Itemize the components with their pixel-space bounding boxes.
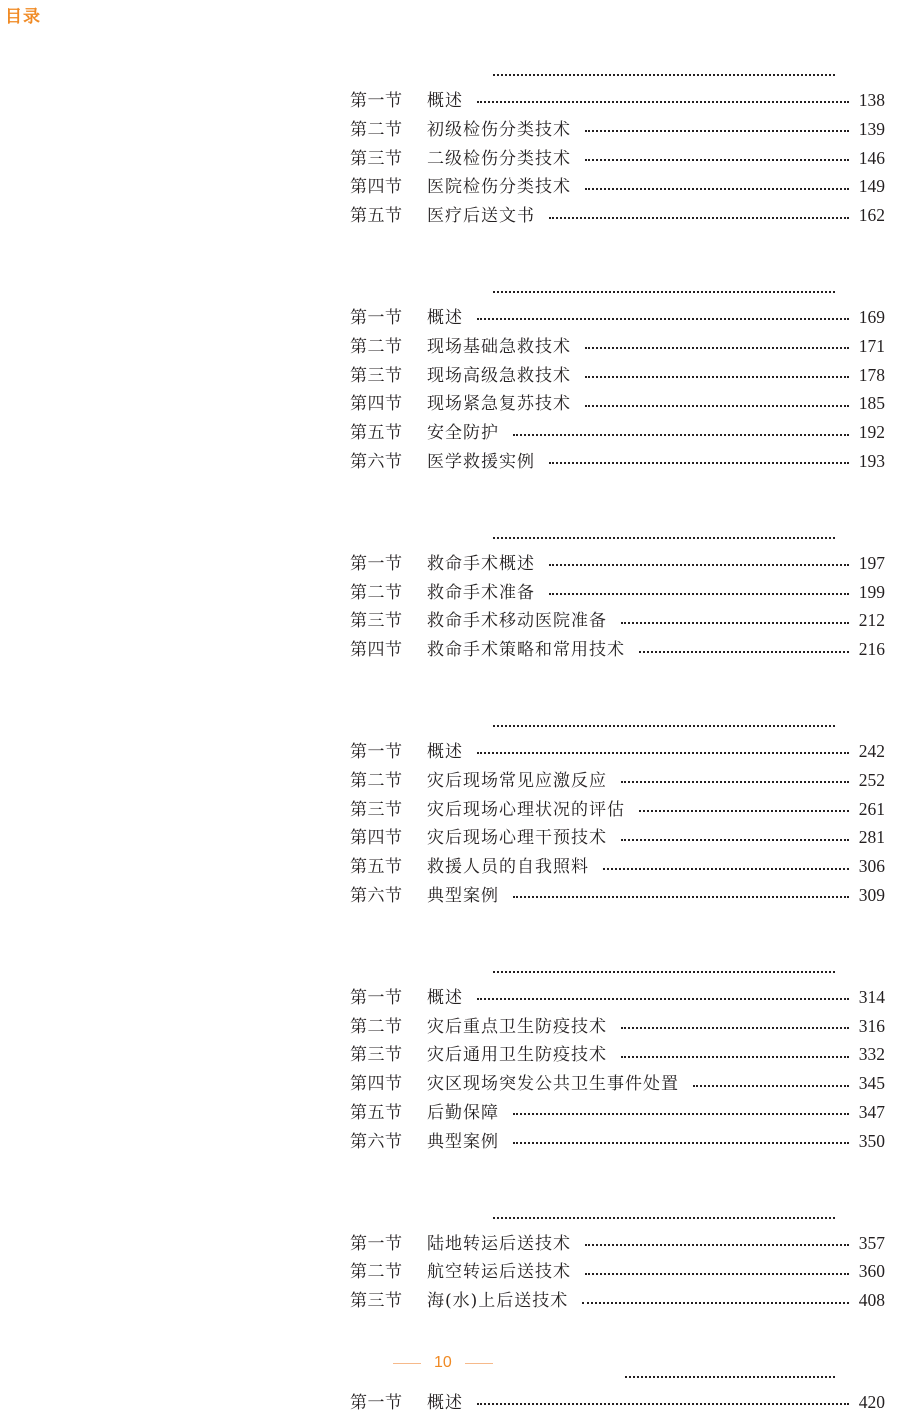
section-number: 第一节 [350,91,403,111]
page-ref: 314 [858,986,885,1007]
section-number: 第一节 [350,1392,403,1413]
page-ref: 192 [858,422,885,443]
section-title: 灾后现场常见应激反应 [427,770,607,791]
chapter-heading-leader [350,521,885,549]
page-ref: 146 [858,147,885,168]
table-of-contents [350,58,885,1417]
page-ref: 162 [858,205,885,226]
toc-entry[interactable] [350,852,885,881]
page-ref: 345 [858,1073,885,1094]
toc-entry[interactable] [350,1098,885,1127]
dot-leader [513,896,849,898]
section-number: 第三节 [350,1291,403,1312]
dot-leader [621,1056,849,1058]
chapter-spacer [350,476,885,521]
chapter-heading-leader [350,955,885,983]
section-number: 第三节 [350,148,403,169]
section-number: 第二节 [350,770,403,791]
page-ref: 242 [858,740,885,761]
page-ref: 357 [858,1232,885,1253]
section-title: 现场高级急救技术 [427,365,571,386]
section-title: 典型案例 [427,885,499,906]
section-number: 第一节 [350,741,403,762]
dot-leader [513,434,849,436]
chapter-block [350,709,885,955]
section-title: 安全防护 [427,423,499,444]
section-number: 第六节 [350,885,403,906]
toc-entry[interactable] [350,1040,885,1069]
dot-leader [477,101,849,103]
section-number: 第四节 [350,640,403,661]
page-ref: 216 [858,639,885,660]
toc-entry[interactable] [350,578,885,607]
dot-leader [639,651,849,653]
section-number: 第五节 [350,1102,403,1123]
section-title: 概述 [427,741,463,762]
toc-entry[interactable] [350,303,885,332]
page-ref: 197 [858,552,885,573]
dot-leader [621,781,849,783]
footer-rule-left [393,1363,421,1364]
page-ref: 420 [858,1391,885,1412]
dot-leader [693,1085,849,1087]
page-ref: 281 [858,827,885,848]
section-title: 救命手术策略和常用技术 [427,640,625,661]
page-ref: 185 [858,393,885,414]
page-ref: 149 [858,176,885,197]
chapter-spacer [350,664,885,709]
toc-entry[interactable] [350,361,885,390]
section-title: 后勤保障 [427,1102,499,1123]
dot-leader [549,462,849,464]
section-title: 航空转运后送技术 [427,1262,571,1283]
section-number: 第六节 [350,1131,403,1152]
page-ref: 350 [858,1130,885,1151]
chapter-heading-dots [493,1203,835,1219]
chapter-heading-dots [493,711,835,727]
section-number: 第四节 [350,828,403,849]
chapter-block [350,955,885,1201]
page-ref: 212 [858,610,885,631]
page-ref: 360 [858,1261,885,1282]
chapter-heading-dots [493,60,835,76]
toc-entry[interactable] [350,418,885,447]
chapter-block [350,1201,885,1360]
section-title: 概述 [427,91,463,111]
dot-leader [549,593,849,595]
page-ref: 347 [858,1101,885,1122]
toc-entry[interactable] [350,823,885,852]
page-ref: 169 [858,306,885,327]
section-number: 第二节 [350,119,403,140]
section-number: 第五节 [350,857,403,878]
page-ref: 139 [858,118,885,139]
section-title: 概述 [427,307,463,328]
chapter-heading-leader [350,709,885,737]
toc-entry[interactable] [350,1257,885,1286]
dot-leader [585,1273,849,1275]
section-number: 第四节 [350,394,403,415]
section-number: 第四节 [350,177,403,198]
dot-leader [621,622,849,624]
section-title: 概述 [427,987,463,1008]
dot-leader [621,1027,849,1029]
dot-leader [477,1403,849,1405]
section-title: 海(水)上后送技术 [427,1291,569,1312]
chapter-heading-dots [493,957,835,973]
toc-entry[interactable] [350,1069,885,1098]
chapter-spacer [350,230,885,275]
section-number: 第二节 [350,582,403,603]
section-number: 第三节 [350,611,403,632]
section-number: 第二节 [350,1262,403,1283]
dot-leader [585,188,849,190]
toc-entry[interactable] [350,144,885,173]
section-number: 第六节 [350,451,403,472]
section-title: 医学救援实例 [427,451,535,472]
chapter-heading-leader [350,58,885,86]
dot-leader [477,998,849,1000]
section-title: 现场紧急复苏技术 [427,394,571,415]
section-title: 初级检伤分类技术 [427,119,571,140]
chapter-heading-dots [493,277,835,293]
toc-entry[interactable] [350,737,885,766]
toc-entry[interactable] [350,606,885,635]
chapter-spacer [350,1156,885,1201]
page-ref: 309 [858,884,885,905]
toc-entry[interactable] [350,766,885,795]
toc-entry[interactable] [350,1229,885,1258]
chapter-heading-leader [350,1201,885,1229]
dot-leader [621,839,849,841]
section-title: 救命手术准备 [427,582,535,603]
toc-entry[interactable] [350,881,885,910]
footer-rule-right [465,1363,493,1364]
section-title: 灾后重点卫生防疫技术 [427,1016,607,1037]
page-ref: 332 [858,1044,885,1065]
toc-entry[interactable] [350,447,885,476]
dot-leader [549,217,849,219]
page-ref: 306 [858,856,885,877]
section-number: 第二节 [350,336,403,357]
chapter-heading-leader [350,275,885,303]
page-ref: 252 [858,769,885,790]
section-number: 第四节 [350,1074,403,1095]
section-title: 灾后现场心理干预技术 [427,828,607,849]
toc-entry[interactable] [350,795,885,824]
section-number: 第三节 [350,799,403,820]
section-title: 陆地转运后送技术 [427,1233,571,1254]
toc-entry[interactable] [350,332,885,361]
chapter-block [350,521,885,709]
dot-leader [477,752,849,754]
dot-leader [513,1113,849,1115]
section-title: 医院检伤分类技术 [427,177,571,198]
section-number: 第一节 [350,1233,403,1254]
dot-leader [582,1302,849,1304]
section-title: 医疗后送文书 [427,206,535,227]
toc-entry[interactable] [350,635,885,664]
section-number: 第一节 [350,553,403,574]
section-title: 灾后现场心理状况的评估 [427,799,625,820]
dot-leader [513,1142,849,1144]
page-ref: 138 [858,90,885,110]
toc-entry[interactable] [350,201,885,230]
dot-leader [603,868,849,870]
section-number: 第三节 [350,1045,403,1066]
dot-leader [477,318,849,320]
section-number: 第三节 [350,365,403,386]
dot-leader [585,159,849,161]
section-title: 救援人员的自我照料 [427,857,589,878]
toc-entry[interactable] [350,86,885,115]
section-number: 第一节 [350,307,403,328]
section-title: 灾后通用卫生防疫技术 [427,1045,607,1066]
section-title: 概述 [427,1392,463,1413]
toc-entry[interactable] [350,1012,885,1041]
toc-entry[interactable] [350,983,885,1012]
dot-leader [585,1244,849,1246]
page-ref: 193 [858,450,885,471]
dot-leader [585,130,849,132]
section-title: 二级检伤分类技术 [427,148,571,169]
chapter-heading-dots [625,1362,835,1378]
chapter-spacer [350,910,885,955]
dot-leader [549,564,849,566]
page-ref: 178 [858,364,885,385]
toc-entry[interactable] [350,389,885,418]
dot-leader [585,347,849,349]
chapter-block [350,58,885,275]
page-ref: 171 [858,335,885,356]
section-number: 第二节 [350,1016,403,1037]
toc-entry[interactable] [350,1388,885,1417]
toc-header-label: 目录 [5,7,41,27]
section-title: 救命手术移动医院准备 [427,611,607,632]
toc-entry[interactable] [350,549,885,578]
toc-entry[interactable] [350,1286,885,1315]
page-ref: 316 [858,1015,885,1036]
page-ref: 261 [858,798,885,819]
dot-leader [585,376,849,378]
section-number: 第一节 [350,987,403,1008]
dot-leader [585,405,849,407]
section-title: 现场基础急救技术 [427,336,571,357]
section-number: 第五节 [350,206,403,227]
page-ref: 408 [858,1290,885,1311]
section-title: 灾区现场突发公共卫生事件处置 [427,1074,679,1095]
toc-entry[interactable] [350,1127,885,1156]
page-footer [393,1354,493,1372]
chapter-block [350,275,885,521]
toc-entry[interactable] [350,115,885,144]
section-number: 第五节 [350,423,403,444]
page-ref: 199 [858,581,885,602]
toc-entry[interactable] [350,172,885,201]
page-number: 10 [434,1354,452,1371]
section-title: 救命手术概述 [427,553,535,574]
section-title: 典型案例 [427,1131,499,1152]
chapter-heading-dots [493,523,835,539]
dot-leader [639,810,849,812]
